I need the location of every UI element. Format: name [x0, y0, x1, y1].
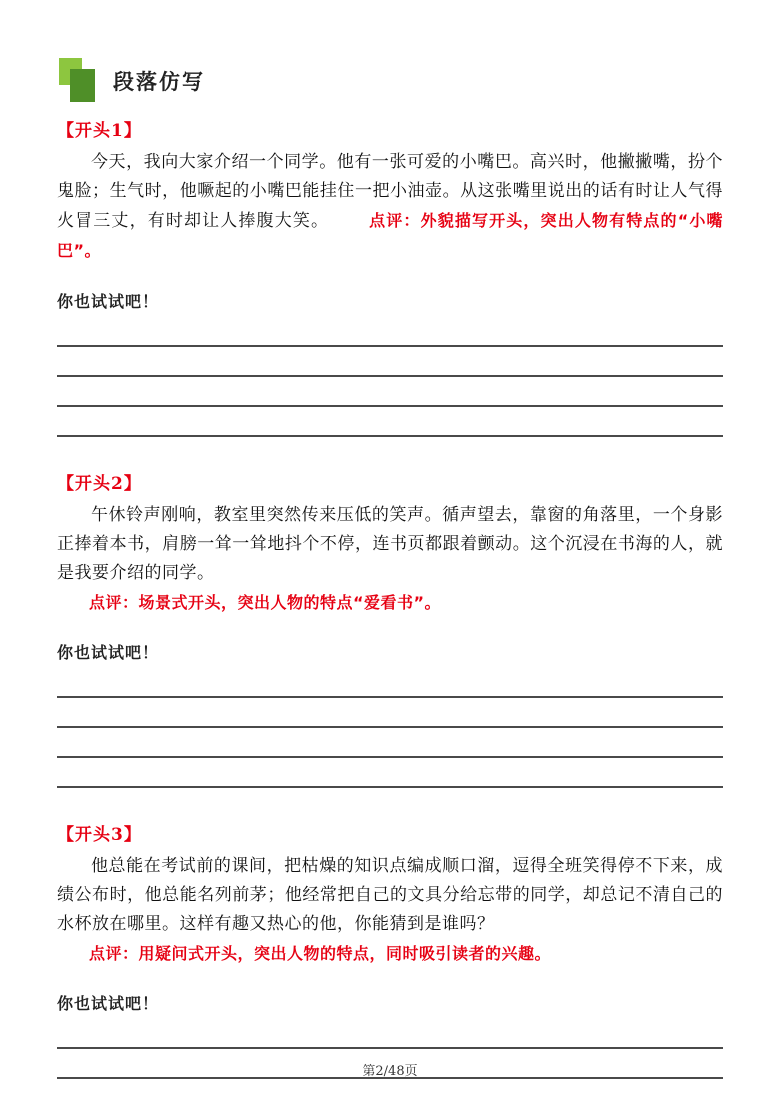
sections [57, 120, 723, 1103]
try-it-prompt: 你也试试吧！ [57, 643, 160, 662]
answer-line [57, 377, 723, 407]
example-paragraph [57, 148, 723, 266]
section-heading: 【开头3】 [57, 825, 142, 845]
answer-line [57, 758, 723, 788]
answer-line [57, 1019, 723, 1049]
page-title: 段落仿写 [113, 70, 205, 94]
example-text: 今天，我向大家介绍一个同学。他有一张可爱的小嘴巴。高兴时，他撇撇嘴，扮个鬼脸；生气时，他噘起的小嘴巴能挂住一把小油壶。从这张嘴里说出的话有时让人气得火冒三丈，有时却让人捧腹大笑。 [57, 152, 723, 231]
example-text: 午休铃声刚响，教室里突然传来压低的笑声。循声望去，靠窗的角落里，一个身影正捧着本书，肩膀一耸一耸地抖个不停，连书页都跟着颤动。这个沉浸在书海的人，就是我要介绍的同学。 [57, 505, 723, 583]
answer-line [57, 407, 723, 437]
teacher-comment: 点评：外貌描写开头，突出人物有特点的“小嘴巴”。 [57, 211, 723, 260]
example-text: 他总能在考试前的课间，把枯燥的知识点编成顺口溜，逗得全班笑得停不下来，成绩公布时，他总能名列前茅；他经常把自己的文具分给忘带的同学，却总记不清自己的水杯放在哪里。这样有趣又热心的他，你能猜到是谁吗？ [57, 856, 723, 934]
section [57, 120, 723, 437]
teacher-comment: 点评：场景式开头，突出人物的特点“爱看书”。 [89, 593, 442, 612]
try-it-prompt: 你也试试吧！ [57, 994, 160, 1013]
answer-line [57, 317, 723, 347]
document-header [57, 58, 723, 104]
try-it-prompt: 你也试试吧！ [57, 292, 160, 311]
answer-line [57, 1079, 723, 1103]
green-pages-icon [57, 58, 97, 104]
answer-lines [57, 668, 723, 788]
answer-line [57, 668, 723, 698]
answer-line [57, 728, 723, 758]
page-number: 第2/48页 [362, 1064, 418, 1079]
example-paragraph [57, 501, 723, 617]
example-paragraph [57, 852, 723, 968]
answer-lines [57, 317, 723, 437]
section-heading: 【开头1】 [57, 121, 142, 141]
teacher-comment: 点评：用疑问式开头，突出人物的特点，同时吸引读者的兴趣。 [89, 944, 552, 963]
pages-icon-front-square [70, 69, 95, 102]
section-heading: 【开头2】 [57, 474, 142, 494]
answer-line [57, 347, 723, 377]
section [57, 473, 723, 788]
answer-line [57, 698, 723, 728]
